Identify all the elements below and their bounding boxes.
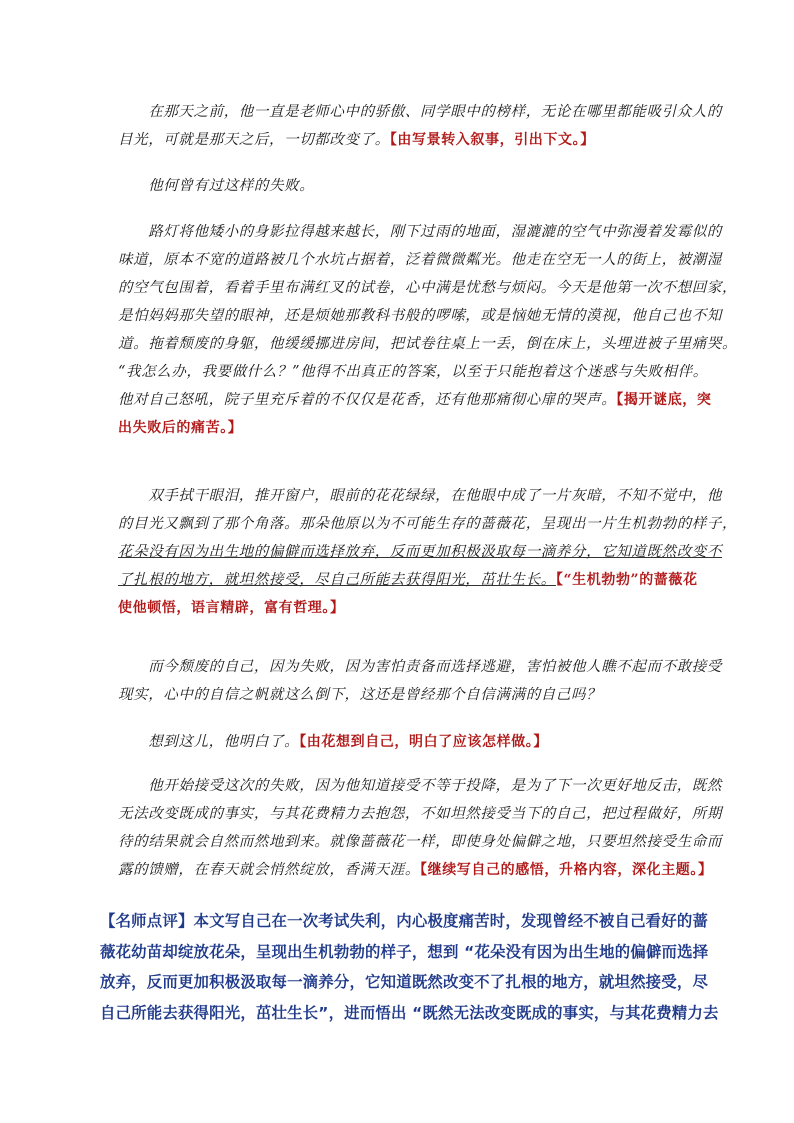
text-line: 露的馈赠，在春天就会悄然绽放，香满天涯。 bbox=[118, 862, 420, 878]
text-line: 而今颓废的自己，因为失败，因为害怕责备而选择逃避，害怕被他人瞧不起而不敢接受 bbox=[118, 659, 722, 675]
text-line: 的空气包围着，看着手里布满红叉的试卷，心中满是忧愁与烦闷。今天是他第一次不想回家， bbox=[118, 280, 738, 296]
annotation-note: 使他顿悟，语言精辟，富有哲理。】 bbox=[118, 600, 345, 616]
annotation-note: 【揭开谜底，突 bbox=[616, 392, 712, 408]
comment-line: 【名师点评】本文写自己在一次考试失利，内心极度痛苦时，发现曾经不被自己看好的蔷 bbox=[100, 912, 709, 930]
text-line: 道。拖着颓废的身躯，他缓缓挪进房间，把试卷往桌上一丢，倒在床上，头埋进被子里痛哭。 bbox=[118, 336, 738, 352]
text-line: 他开始接受这次的失败，因为他知道接受不等于投降，是为了下一次更好地反击，既然 bbox=[118, 778, 722, 794]
text-line: 味道，原本不宽的道路被几个水坑占据着，泛着微微粼光。他走在空无一人的街上，被潮湿 bbox=[118, 252, 722, 268]
comment-line: 自己所能去获得阳光，茁壮生长”，进而悟出 “既然无法改变既成的事实，与其花费精力去 bbox=[100, 1003, 719, 1022]
text-line: 他何曾有过这样的失败。 bbox=[118, 178, 315, 194]
underlined-text-line: 了扎根的地方，就坦然接受，尽自己所能去获得阳光，茁壮生长。 bbox=[118, 572, 556, 588]
text-line: 路灯将他矮小的身影拉得越来越长，刚下过雨的地面，湿漉漉的空气中弥漫着发霉似的 bbox=[118, 224, 722, 240]
paragraph-6 bbox=[118, 728, 678, 756]
paragraph-2 bbox=[118, 172, 678, 200]
text-line: 的目光又飘到了那个角落。那朵他原以为不可能生存的蔷薇花，呈现出一片生机勃勃的样子， bbox=[118, 516, 738, 532]
underlined-text-line: 花朵没有因为出生地的偏僻而选择放弃，反而更加积极汲取每一滴养分，它知道既然改变不 bbox=[118, 544, 722, 560]
text-line: 想到这儿，他明白了。 bbox=[118, 734, 300, 750]
annotation-note: 【由写景转入叙事，引出下文。】 bbox=[389, 132, 595, 148]
text-line: 双手拭干眼泪，推开窗户，眼前的花花绿绿，在他眼中成了一片灰暗，不知不觉中，他 bbox=[118, 488, 722, 504]
text-line: 现实，心中的自信之帆就这么倒下，这还是曾经那个自信满满的自己吗？ bbox=[118, 687, 602, 703]
text-line: 他对自己怒吼，院子里充斥着的不仅仅是花香，还有他那痛彻心扉的哭声。 bbox=[118, 392, 617, 408]
text-line: 在那天之前，他一直是老师心中的骄傲、同学眼中的榜样，无论在哪里都能吸引众人的 bbox=[118, 104, 722, 120]
text-line: 是怕妈妈那失望的眼神，还是烦她那教科书般的啰嗦，或是恼她无情的漠视，他自己也不知 bbox=[118, 308, 722, 324]
text-line: 目光，可就是那天之后，一切都改变了。 bbox=[118, 132, 390, 148]
annotation-note: 出失败后的痛苦。】 bbox=[118, 420, 243, 436]
comment-line: 薇花幼苗却绽放花朵，呈现出生机勃勃的样子，想到 “花朵没有因为出生地的偏僻而选择 bbox=[100, 942, 709, 961]
paragraph-3 bbox=[118, 218, 738, 442]
text-line: 待的结果就会自然而然地到来。就像蔷薇花一样，即使身处偏僻之地，只要坦然接受生命而 bbox=[118, 834, 722, 850]
annotation-note: 【继续写自己的感悟，升格内容，深化主题。】 bbox=[420, 862, 713, 878]
text-line: “我怎么办，我要做什么？”他得不出真正的答案，以至于只能抱着这个迷惑与失败相伴。 bbox=[118, 364, 708, 380]
paragraph-7 bbox=[118, 772, 722, 884]
paragraph-4 bbox=[118, 482, 738, 622]
paragraph-5 bbox=[118, 653, 722, 709]
text-line: 无法改变既成的事实，与其花费精力去抱怨，不如坦然接受当下的自己，把过程做好，所期 bbox=[118, 806, 722, 822]
annotation-note: 【由花想到自己，明白了应该怎样做。】 bbox=[299, 734, 549, 750]
paragraph-1 bbox=[118, 98, 722, 154]
annotation-note: 【“生机勃勃”的蔷薇花 bbox=[555, 572, 698, 588]
comment-line: 放弃，反而更加积极汲取每一滴养分，它知道既然改变不了扎根的地方，就坦然接受，尽 bbox=[100, 973, 709, 991]
teacher-comment bbox=[100, 906, 719, 1028]
